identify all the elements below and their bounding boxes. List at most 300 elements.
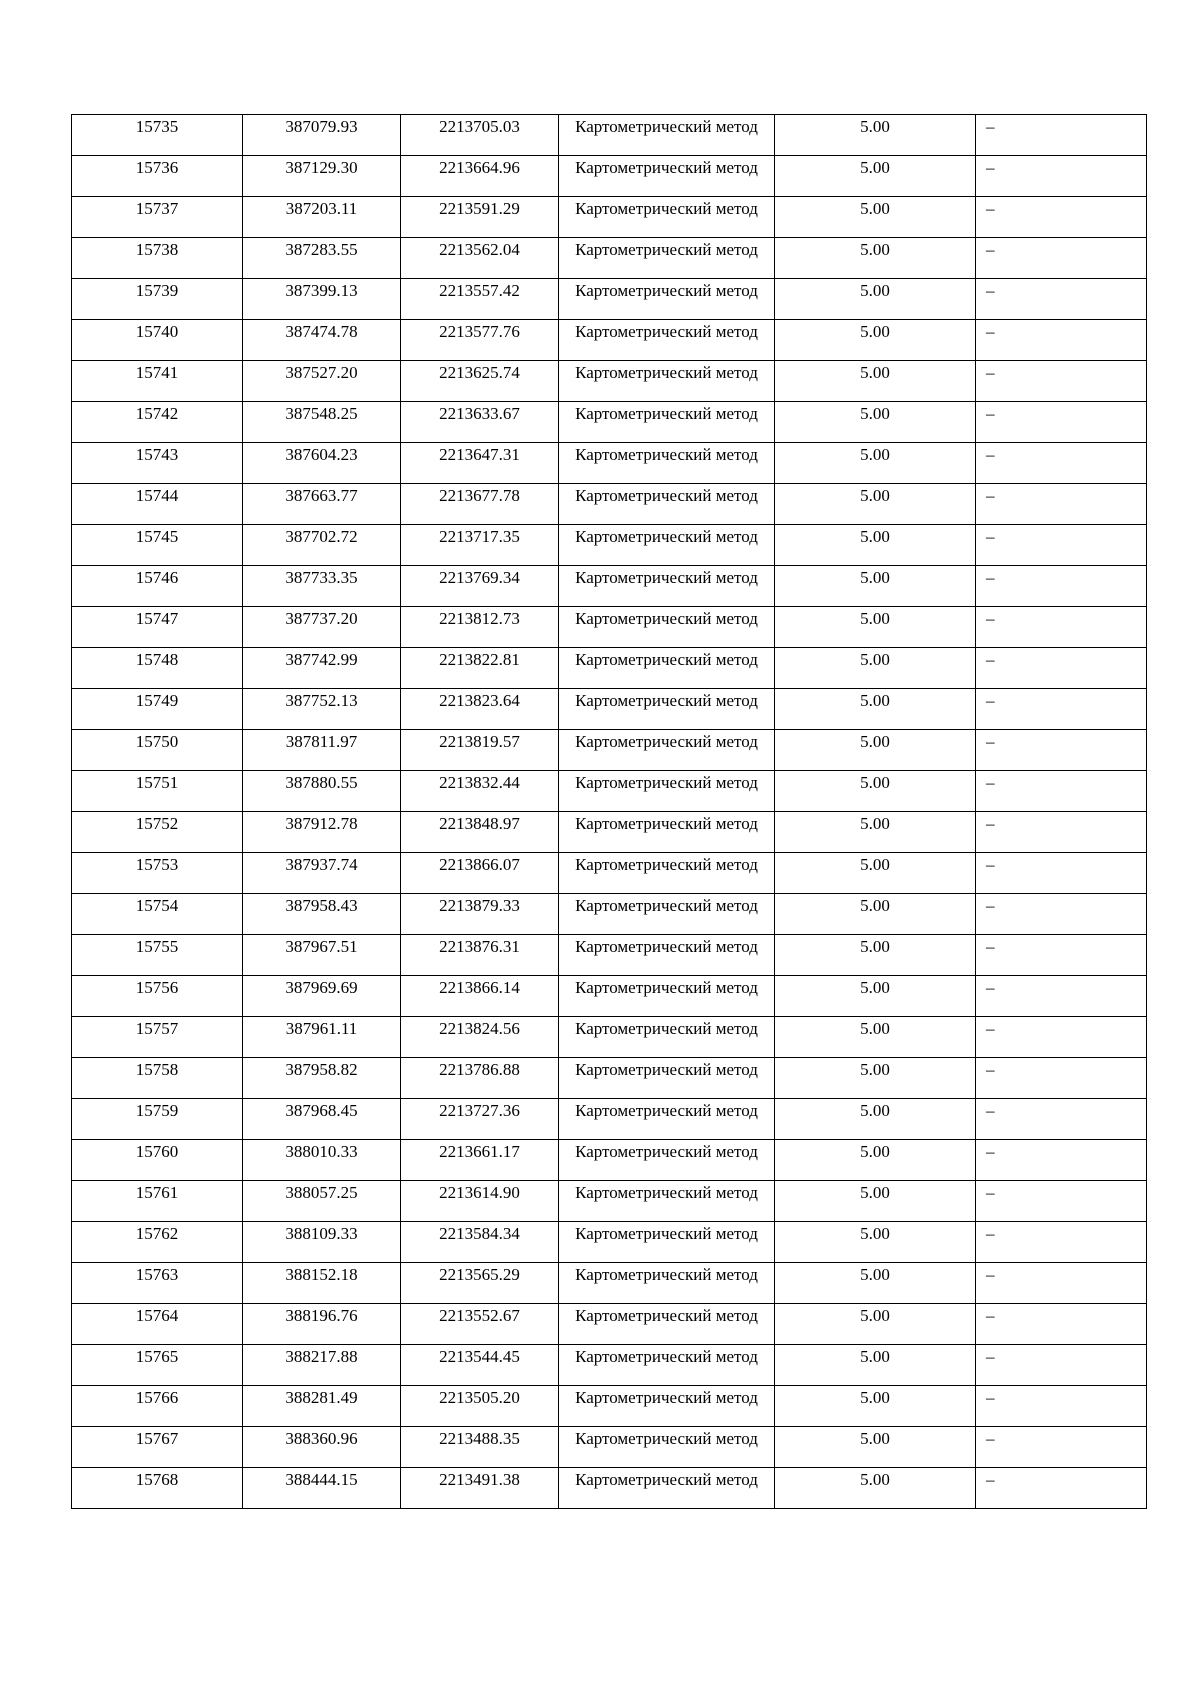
y-coordinate-cell [401, 238, 559, 279]
precision-cell [775, 689, 976, 730]
method-cell [559, 320, 775, 361]
y-coordinate-cell [401, 115, 559, 156]
table-row [72, 935, 1147, 976]
table-row [72, 894, 1147, 935]
precision-cell [775, 156, 976, 197]
x-coordinate-cell [243, 1386, 401, 1427]
point-number-cell [72, 197, 243, 238]
x-coordinate-cell [243, 730, 401, 771]
note-cell-text: – [986, 1019, 995, 1038]
point-number-cell-text: 15737 [135, 199, 179, 218]
note-cell [976, 730, 1147, 771]
point-number-cell-text: 15761 [135, 1183, 179, 1202]
method-cell-text: Картометрический метод [575, 1306, 758, 1325]
note-cell-text: – [986, 1101, 995, 1120]
precision-cell-text: 5.00 [860, 1183, 890, 1202]
x-coordinate-cell [243, 1017, 401, 1058]
note-cell-text: – [986, 1388, 995, 1407]
precision-cell [775, 1181, 976, 1222]
precision-cell [775, 648, 976, 689]
method-cell-text: Картометрический метод [575, 1183, 758, 1202]
table-row [72, 976, 1147, 1017]
point-number-cell [72, 607, 243, 648]
precision-cell [775, 976, 976, 1017]
table-row [72, 1017, 1147, 1058]
method-cell [559, 484, 775, 525]
note-cell [976, 361, 1147, 402]
method-cell [559, 648, 775, 689]
y-coordinate-cell [401, 607, 559, 648]
y-coordinate-cell [401, 279, 559, 320]
method-cell-text: Картометрический метод [575, 1470, 758, 1489]
note-cell [976, 1181, 1147, 1222]
y-coordinate-cell [401, 1058, 559, 1099]
x-coordinate-cell [243, 1140, 401, 1181]
point-number-cell-text: 15744 [135, 486, 179, 505]
point-number-cell-text: 15765 [135, 1347, 179, 1366]
note-cell-text: – [986, 978, 995, 997]
point-number-cell-text: 15760 [135, 1142, 179, 1161]
x-coordinate-cell [243, 1427, 401, 1468]
method-cell [559, 935, 775, 976]
precision-cell [775, 812, 976, 853]
point-number-cell-text: 15759 [135, 1101, 179, 1120]
y-coordinate-cell-text: 2213769.34 [439, 568, 520, 587]
precision-cell [775, 1386, 976, 1427]
x-coordinate-cell [243, 976, 401, 1017]
precision-cell-text: 5.00 [860, 1101, 890, 1120]
precision-cell-text: 5.00 [860, 486, 890, 505]
point-number-cell [72, 1222, 243, 1263]
point-number-cell-text: 15764 [135, 1306, 179, 1325]
precision-cell-text: 5.00 [860, 117, 890, 136]
precision-cell [775, 607, 976, 648]
table-row [72, 730, 1147, 771]
precision-cell [775, 361, 976, 402]
point-number-cell [72, 566, 243, 607]
method-cell [559, 976, 775, 1017]
y-coordinate-cell [401, 894, 559, 935]
point-number-cell [72, 730, 243, 771]
note-cell [976, 566, 1147, 607]
y-coordinate-cell-text: 2213664.96 [439, 158, 520, 177]
table-row [72, 1468, 1147, 1509]
point-number-cell-text: 15741 [135, 363, 179, 382]
y-coordinate-cell [401, 1222, 559, 1263]
method-cell-text: Картометрический метод [575, 404, 758, 423]
precision-cell [775, 402, 976, 443]
point-number-cell [72, 689, 243, 730]
point-number-cell [72, 156, 243, 197]
note-cell [976, 402, 1147, 443]
precision-cell [775, 525, 976, 566]
y-coordinate-cell [401, 689, 559, 730]
note-cell-text: – [986, 1470, 995, 1489]
y-coordinate-cell-text: 2213824.56 [439, 1019, 520, 1038]
precision-cell-text: 5.00 [860, 978, 890, 997]
x-coordinate-cell-text: 387737.20 [285, 609, 358, 628]
x-coordinate-cell [243, 1099, 401, 1140]
precision-cell-text: 5.00 [860, 158, 890, 177]
x-coordinate-cell [243, 197, 401, 238]
note-cell-text: – [986, 896, 995, 915]
point-number-cell-text: 15746 [135, 568, 179, 587]
method-cell-text: Картометрический метод [575, 486, 758, 505]
precision-cell [775, 320, 976, 361]
method-cell-text: Картометрический метод [575, 117, 758, 136]
table-body [72, 115, 1147, 1509]
y-coordinate-cell [401, 812, 559, 853]
point-number-cell-text: 15758 [135, 1060, 179, 1079]
method-cell-text: Картометрический метод [575, 978, 758, 997]
x-coordinate-cell-text: 388217.88 [285, 1347, 358, 1366]
note-cell-text: – [986, 568, 995, 587]
method-cell [559, 1017, 775, 1058]
y-coordinate-cell [401, 1140, 559, 1181]
x-coordinate-cell [243, 402, 401, 443]
method-cell [559, 1058, 775, 1099]
x-coordinate-cell-text: 387968.45 [285, 1101, 358, 1120]
precision-cell [775, 197, 976, 238]
note-cell [976, 607, 1147, 648]
point-number-cell-text: 15767 [135, 1429, 179, 1448]
note-cell-text: – [986, 486, 995, 505]
point-number-cell-text: 15738 [135, 240, 179, 259]
method-cell-text: Картометрический метод [575, 814, 758, 833]
x-coordinate-cell [243, 156, 401, 197]
method-cell-text: Картометрический метод [575, 1019, 758, 1038]
method-cell-text: Картометрический метод [575, 527, 758, 546]
method-cell [559, 402, 775, 443]
x-coordinate-cell [243, 525, 401, 566]
x-coordinate-cell [243, 320, 401, 361]
y-coordinate-cell-text: 2213717.35 [439, 527, 520, 546]
point-number-cell-text: 15757 [135, 1019, 179, 1038]
method-cell [559, 156, 775, 197]
y-coordinate-cell [401, 976, 559, 1017]
note-cell [976, 771, 1147, 812]
y-coordinate-cell-text: 2213577.76 [439, 322, 520, 341]
x-coordinate-cell-text: 387129.30 [285, 158, 358, 177]
x-coordinate-cell-text: 387663.77 [285, 486, 358, 505]
precision-cell-text: 5.00 [860, 1470, 890, 1489]
table-row [72, 443, 1147, 484]
precision-cell-text: 5.00 [860, 773, 890, 792]
precision-cell [775, 853, 976, 894]
x-coordinate-cell-text: 387967.51 [285, 937, 358, 956]
table-row [72, 812, 1147, 853]
table-row [72, 1058, 1147, 1099]
y-coordinate-cell-text: 2213822.81 [439, 650, 520, 669]
note-cell [976, 1058, 1147, 1099]
method-cell [559, 894, 775, 935]
point-number-cell-text: 15745 [135, 527, 179, 546]
point-number-cell [72, 443, 243, 484]
x-coordinate-cell [243, 115, 401, 156]
x-coordinate-cell [243, 1468, 401, 1509]
note-cell-text: – [986, 609, 995, 628]
x-coordinate-cell-text: 387742.99 [285, 650, 358, 669]
x-coordinate-cell [243, 566, 401, 607]
x-coordinate-cell-text: 387969.69 [285, 978, 358, 997]
y-coordinate-cell-text: 2213488.35 [439, 1429, 520, 1448]
note-cell-text: – [986, 732, 995, 751]
method-cell [559, 1345, 775, 1386]
point-number-cell [72, 484, 243, 525]
method-cell [559, 1468, 775, 1509]
method-cell [559, 443, 775, 484]
point-number-cell [72, 525, 243, 566]
note-cell-text: – [986, 363, 995, 382]
y-coordinate-cell [401, 1263, 559, 1304]
precision-cell-text: 5.00 [860, 1142, 890, 1161]
note-cell [976, 1140, 1147, 1181]
precision-cell [775, 771, 976, 812]
method-cell-text: Картометрический метод [575, 691, 758, 710]
method-cell [559, 197, 775, 238]
x-coordinate-cell [243, 894, 401, 935]
x-coordinate-cell-text: 388010.33 [285, 1142, 358, 1161]
x-coordinate-cell-text: 387548.25 [285, 404, 358, 423]
precision-cell-text: 5.00 [860, 322, 890, 341]
point-number-cell-text: 15750 [135, 732, 179, 751]
note-cell-text: – [986, 1224, 995, 1243]
precision-cell-text: 5.00 [860, 855, 890, 874]
precision-cell-text: 5.00 [860, 896, 890, 915]
point-number-cell-text: 15754 [135, 896, 179, 915]
precision-cell [775, 1099, 976, 1140]
y-coordinate-cell-text: 2213661.17 [439, 1142, 520, 1161]
method-cell-text: Картометрический метод [575, 281, 758, 300]
x-coordinate-cell-text: 387604.23 [285, 445, 358, 464]
point-number-cell [72, 361, 243, 402]
y-coordinate-cell-text: 2213565.29 [439, 1265, 520, 1284]
y-coordinate-cell-text: 2213491.38 [439, 1470, 520, 1489]
precision-cell-text: 5.00 [860, 1347, 890, 1366]
y-coordinate-cell [401, 730, 559, 771]
method-cell-text: Картометрический метод [575, 363, 758, 382]
y-coordinate-cell [401, 1345, 559, 1386]
x-coordinate-cell-text: 388196.76 [285, 1306, 358, 1325]
note-cell-text: – [986, 691, 995, 710]
x-coordinate-cell [243, 361, 401, 402]
note-cell [976, 1099, 1147, 1140]
x-coordinate-cell [243, 853, 401, 894]
method-cell [559, 115, 775, 156]
y-coordinate-cell [401, 443, 559, 484]
note-cell [976, 1017, 1147, 1058]
note-cell-text: – [986, 199, 995, 218]
y-coordinate-cell [401, 156, 559, 197]
precision-cell [775, 894, 976, 935]
x-coordinate-cell [243, 279, 401, 320]
precision-cell [775, 484, 976, 525]
precision-cell [775, 935, 976, 976]
note-cell-text: – [986, 1183, 995, 1202]
table-row [72, 1263, 1147, 1304]
y-coordinate-cell-text: 2213866.14 [439, 978, 520, 997]
precision-cell-text: 5.00 [860, 691, 890, 710]
x-coordinate-cell-text: 387474.78 [285, 322, 358, 341]
x-coordinate-cell-text: 387702.72 [285, 527, 358, 546]
precision-cell [775, 279, 976, 320]
precision-cell-text: 5.00 [860, 404, 890, 423]
note-cell-text: – [986, 773, 995, 792]
point-number-cell-text: 15756 [135, 978, 179, 997]
method-cell [559, 279, 775, 320]
note-cell-text: – [986, 1429, 995, 1448]
method-cell [559, 771, 775, 812]
precision-cell-text: 5.00 [860, 1265, 890, 1284]
note-cell [976, 976, 1147, 1017]
note-cell-text: – [986, 240, 995, 259]
method-cell [559, 853, 775, 894]
y-coordinate-cell-text: 2213879.33 [439, 896, 520, 915]
y-coordinate-cell-text: 2213832.44 [439, 773, 520, 792]
method-cell-text: Картометрический метод [575, 1101, 758, 1120]
point-number-cell-text: 15763 [135, 1265, 179, 1284]
point-number-cell [72, 279, 243, 320]
x-coordinate-cell [243, 1222, 401, 1263]
note-cell [976, 115, 1147, 156]
note-cell-text: – [986, 937, 995, 956]
method-cell [559, 525, 775, 566]
y-coordinate-cell [401, 771, 559, 812]
point-number-cell-text: 15735 [135, 117, 179, 136]
x-coordinate-cell-text: 388152.18 [285, 1265, 358, 1284]
x-coordinate-cell [243, 607, 401, 648]
point-number-cell [72, 320, 243, 361]
point-number-cell-text: 15768 [135, 1470, 179, 1489]
x-coordinate-cell [243, 1181, 401, 1222]
point-number-cell-text: 15753 [135, 855, 179, 874]
precision-cell [775, 1427, 976, 1468]
x-coordinate-cell-text: 387811.97 [285, 732, 358, 751]
y-coordinate-cell-text: 2213727.36 [439, 1101, 520, 1120]
y-coordinate-cell-text: 2213544.45 [439, 1347, 520, 1366]
method-cell [559, 607, 775, 648]
table-row [72, 115, 1147, 156]
y-coordinate-cell-text: 2213557.42 [439, 281, 520, 300]
point-number-cell [72, 1427, 243, 1468]
point-number-cell [72, 402, 243, 443]
method-cell-text: Картометрический метод [575, 158, 758, 177]
y-coordinate-cell-text: 2213866.07 [439, 855, 520, 874]
y-coordinate-cell-text: 2213625.74 [439, 363, 520, 382]
method-cell [559, 1427, 775, 1468]
y-coordinate-cell [401, 566, 559, 607]
x-coordinate-cell-text: 387733.35 [285, 568, 358, 587]
point-number-cell [72, 853, 243, 894]
precision-cell-text: 5.00 [860, 363, 890, 382]
precision-cell-text: 5.00 [860, 814, 890, 833]
point-number-cell [72, 648, 243, 689]
x-coordinate-cell [243, 1058, 401, 1099]
point-number-cell-text: 15743 [135, 445, 179, 464]
method-cell-text: Картометрический метод [575, 1224, 758, 1243]
x-coordinate-cell [243, 238, 401, 279]
method-cell [559, 1099, 775, 1140]
note-cell-text: – [986, 1306, 995, 1325]
point-number-cell-text: 15751 [135, 773, 179, 792]
precision-cell [775, 1058, 976, 1099]
method-cell-text: Картометрический метод [575, 1265, 758, 1284]
table-row [72, 197, 1147, 238]
note-cell-text: – [986, 404, 995, 423]
point-number-cell [72, 812, 243, 853]
x-coordinate-cell-text: 387079.93 [285, 117, 358, 136]
note-cell [976, 1263, 1147, 1304]
point-number-cell-text: 15762 [135, 1224, 179, 1243]
point-number-cell-text: 15747 [135, 609, 179, 628]
point-number-cell-text: 15742 [135, 404, 179, 423]
point-number-cell [72, 1386, 243, 1427]
table-row [72, 1345, 1147, 1386]
precision-cell [775, 566, 976, 607]
method-cell [559, 566, 775, 607]
method-cell-text: Картометрический метод [575, 1429, 758, 1448]
method-cell [559, 812, 775, 853]
table-row [72, 1222, 1147, 1263]
table-row [72, 402, 1147, 443]
method-cell [559, 689, 775, 730]
y-coordinate-cell-text: 2213677.78 [439, 486, 520, 505]
x-coordinate-cell [243, 1345, 401, 1386]
note-cell [976, 812, 1147, 853]
x-coordinate-cell-text: 388444.15 [285, 1470, 358, 1489]
method-cell-text: Картометрический метод [575, 650, 758, 669]
x-coordinate-cell [243, 1263, 401, 1304]
y-coordinate-cell [401, 1468, 559, 1509]
y-coordinate-cell [401, 320, 559, 361]
x-coordinate-cell-text: 388057.25 [285, 1183, 358, 1202]
precision-cell [775, 1304, 976, 1345]
method-cell-text: Картометрический метод [575, 1347, 758, 1366]
precision-cell-text: 5.00 [860, 445, 890, 464]
point-number-cell [72, 238, 243, 279]
table-row [72, 484, 1147, 525]
method-cell-text: Картометрический метод [575, 773, 758, 792]
note-cell [976, 1386, 1147, 1427]
point-number-cell-text: 15736 [135, 158, 179, 177]
note-cell-text: – [986, 855, 995, 874]
y-coordinate-cell-text: 2213614.90 [439, 1183, 520, 1202]
method-cell [559, 730, 775, 771]
note-cell [976, 894, 1147, 935]
y-coordinate-cell-text: 2213705.03 [439, 117, 520, 136]
point-number-cell [72, 1304, 243, 1345]
method-cell [559, 1263, 775, 1304]
precision-cell-text: 5.00 [860, 1429, 890, 1448]
method-cell [559, 238, 775, 279]
y-coordinate-cell-text: 2213505.20 [439, 1388, 520, 1407]
method-cell-text: Картометрический метод [575, 1142, 758, 1161]
note-cell [976, 156, 1147, 197]
x-coordinate-cell-text: 387958.82 [285, 1060, 358, 1079]
x-coordinate-cell-text: 388109.33 [285, 1224, 358, 1243]
method-cell-text: Картометрический метод [575, 855, 758, 874]
precision-cell-text: 5.00 [860, 1306, 890, 1325]
y-coordinate-cell [401, 1017, 559, 1058]
method-cell-text: Картометрический метод [575, 1060, 758, 1079]
point-number-cell [72, 1017, 243, 1058]
table-row [72, 566, 1147, 607]
point-number-cell [72, 894, 243, 935]
method-cell [559, 361, 775, 402]
precision-cell [775, 1222, 976, 1263]
method-cell [559, 1386, 775, 1427]
method-cell-text: Картометрический метод [575, 896, 758, 915]
